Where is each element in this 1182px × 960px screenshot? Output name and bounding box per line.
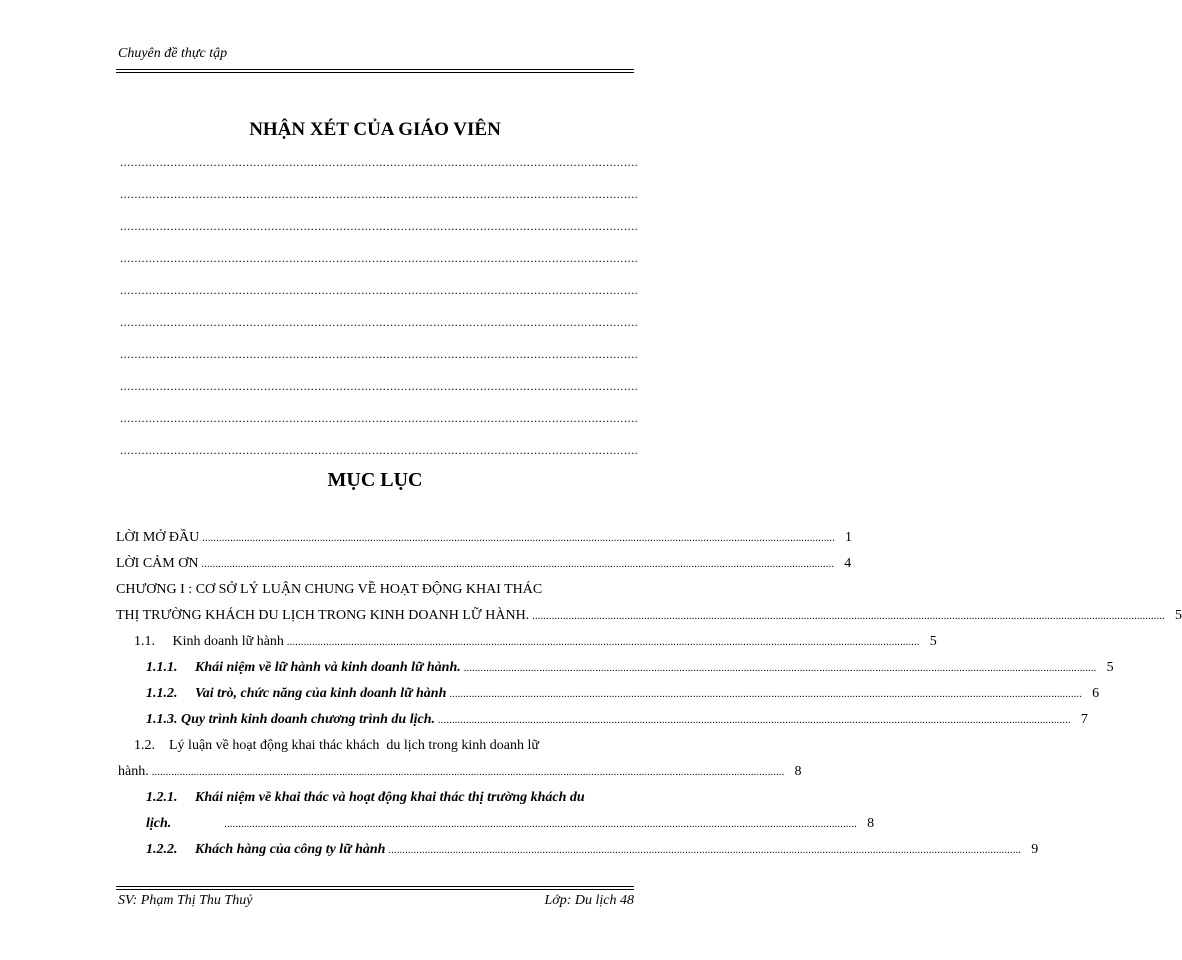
toc-entry-page: 5 bbox=[1106, 660, 1114, 675]
toc-entry[interactable] bbox=[146, 660, 1114, 676]
header-rule-top bbox=[116, 69, 634, 70]
toc-leader: .................................................................................................................................................................................................................................. bbox=[286, 637, 920, 648]
toc-entry[interactable] bbox=[116, 530, 853, 546]
comment-line: ................................................................................................................................................ bbox=[120, 251, 639, 265]
toc-leader: .................................................................................................................................................................................................................................. bbox=[201, 559, 835, 570]
toc-entry[interactable] bbox=[116, 582, 634, 598]
toc-entry-text: 1.1. Kinh doanh lữ hành bbox=[134, 634, 284, 649]
toc-entry[interactable] bbox=[146, 686, 1100, 702]
toc-leader: .................................................................................................................................................................................................................................. bbox=[438, 715, 1071, 726]
comment-line: ................................................................................................................................................ bbox=[120, 443, 639, 457]
toc-entry-page: 8 bbox=[867, 816, 875, 831]
toc-entry[interactable] bbox=[116, 556, 852, 572]
footer-student: SV: Phạm Thị Thu Thuỷ bbox=[118, 893, 253, 908]
toc-entry-text: 1.2.1. Khái niệm về khai thác và hoạt động khai thác thị trường khách du bbox=[146, 790, 585, 805]
toc-leader: .................................................................................................................................................................................................................................. bbox=[151, 767, 785, 778]
comment-line: ................................................................................................................................................ bbox=[120, 187, 639, 201]
comment-line: ................................................................................................................................................ bbox=[120, 347, 639, 361]
toc-entry[interactable] bbox=[146, 712, 1088, 728]
footer-rule-bottom bbox=[116, 889, 634, 890]
toc-entry-page: 5 bbox=[929, 634, 937, 649]
footer-rule-top bbox=[116, 886, 634, 887]
toc-entry-page: 5 bbox=[1175, 608, 1182, 623]
toc-title: MỤC LỤC bbox=[327, 469, 423, 491]
toc-entry-page: 7 bbox=[1080, 712, 1088, 727]
comment-line: ................................................................................................................................................ bbox=[120, 155, 639, 169]
toc-entry[interactable] bbox=[146, 816, 875, 832]
toc-entry[interactable] bbox=[134, 738, 634, 754]
toc-entry-page: 1 bbox=[845, 530, 853, 545]
toc-entry-text: 1.1.1. Khái niệm về lữ hành và kinh doanh lữ hành. bbox=[146, 660, 461, 675]
toc-entry-page: 9 bbox=[1031, 842, 1039, 857]
footer-class: Lớp: Du lịch 48 bbox=[544, 893, 634, 908]
header-rule-bottom bbox=[116, 72, 634, 73]
toc-leader: .................................................................................................................................................................................................................................. bbox=[202, 533, 836, 544]
toc-entry-text: THỊ TRƯỜNG KHÁCH DU LỊCH TRONG KINH DOANH LỮ HÀNH. bbox=[116, 608, 530, 623]
comment-line: ................................................................................................................................................ bbox=[120, 219, 639, 233]
comment-line: ................................................................................................................................................ bbox=[120, 315, 639, 329]
toc-entry-page: 8 bbox=[794, 764, 802, 779]
toc-entry[interactable] bbox=[146, 790, 634, 806]
toc-entry[interactable] bbox=[118, 764, 802, 780]
toc-entry-text: 1.1.3. Quy trình kinh doanh chương trình du lịch. bbox=[146, 712, 435, 727]
toc-leader: .................................................................................................................................................................................................................................. bbox=[388, 845, 1022, 856]
toc-entry-page: 4 bbox=[844, 556, 852, 571]
toc-entry-text: hành. bbox=[118, 764, 149, 779]
toc-entry[interactable] bbox=[146, 842, 1039, 858]
toc-entry-text: lịch. bbox=[146, 816, 172, 831]
comments-title: NHẬN XÉT CỦA GIÁO VIÊN bbox=[249, 119, 501, 140]
toc-leader: .................................................................................................................................................................................................................................. bbox=[224, 819, 858, 830]
toc-entry-text: 1.2. Lý luận về hoạt động khai thác khách du lịch trong kinh doanh lữ bbox=[134, 738, 539, 753]
toc-entry-text: LỜI CẢM ƠN bbox=[116, 556, 199, 571]
toc-leader: .................................................................................................................................................................................................................................. bbox=[449, 689, 1083, 700]
page-header: Chuyên đề thực tập bbox=[118, 46, 228, 61]
toc-leader: .................................................................................................................................................................................................................................. bbox=[463, 663, 1097, 674]
toc-entry[interactable] bbox=[134, 634, 937, 650]
toc-entry-text: CHƯƠNG I : CƠ SỞ LÝ LUẬN CHUNG VỀ HOẠT ĐỘNG KHAI THÁC bbox=[116, 582, 543, 597]
comment-line: ................................................................................................................................................ bbox=[120, 379, 639, 393]
toc-entry[interactable] bbox=[116, 608, 1182, 624]
toc-leader: .................................................................................................................................................................................................................................. bbox=[532, 611, 1165, 622]
toc-entry-page: 6 bbox=[1092, 686, 1100, 701]
toc-entry-text: 1.1.2. Vai trò, chức năng của kinh doanh lữ hành bbox=[146, 686, 447, 701]
comment-line: ................................................................................................................................................ bbox=[120, 411, 639, 425]
toc-entry-text: 1.2.2. Khách hàng của công ty lữ hành bbox=[146, 842, 386, 857]
comment-line: ................................................................................................................................................ bbox=[120, 283, 639, 297]
toc-entry-text: LỜI MỞ ĐẦU bbox=[116, 530, 200, 545]
